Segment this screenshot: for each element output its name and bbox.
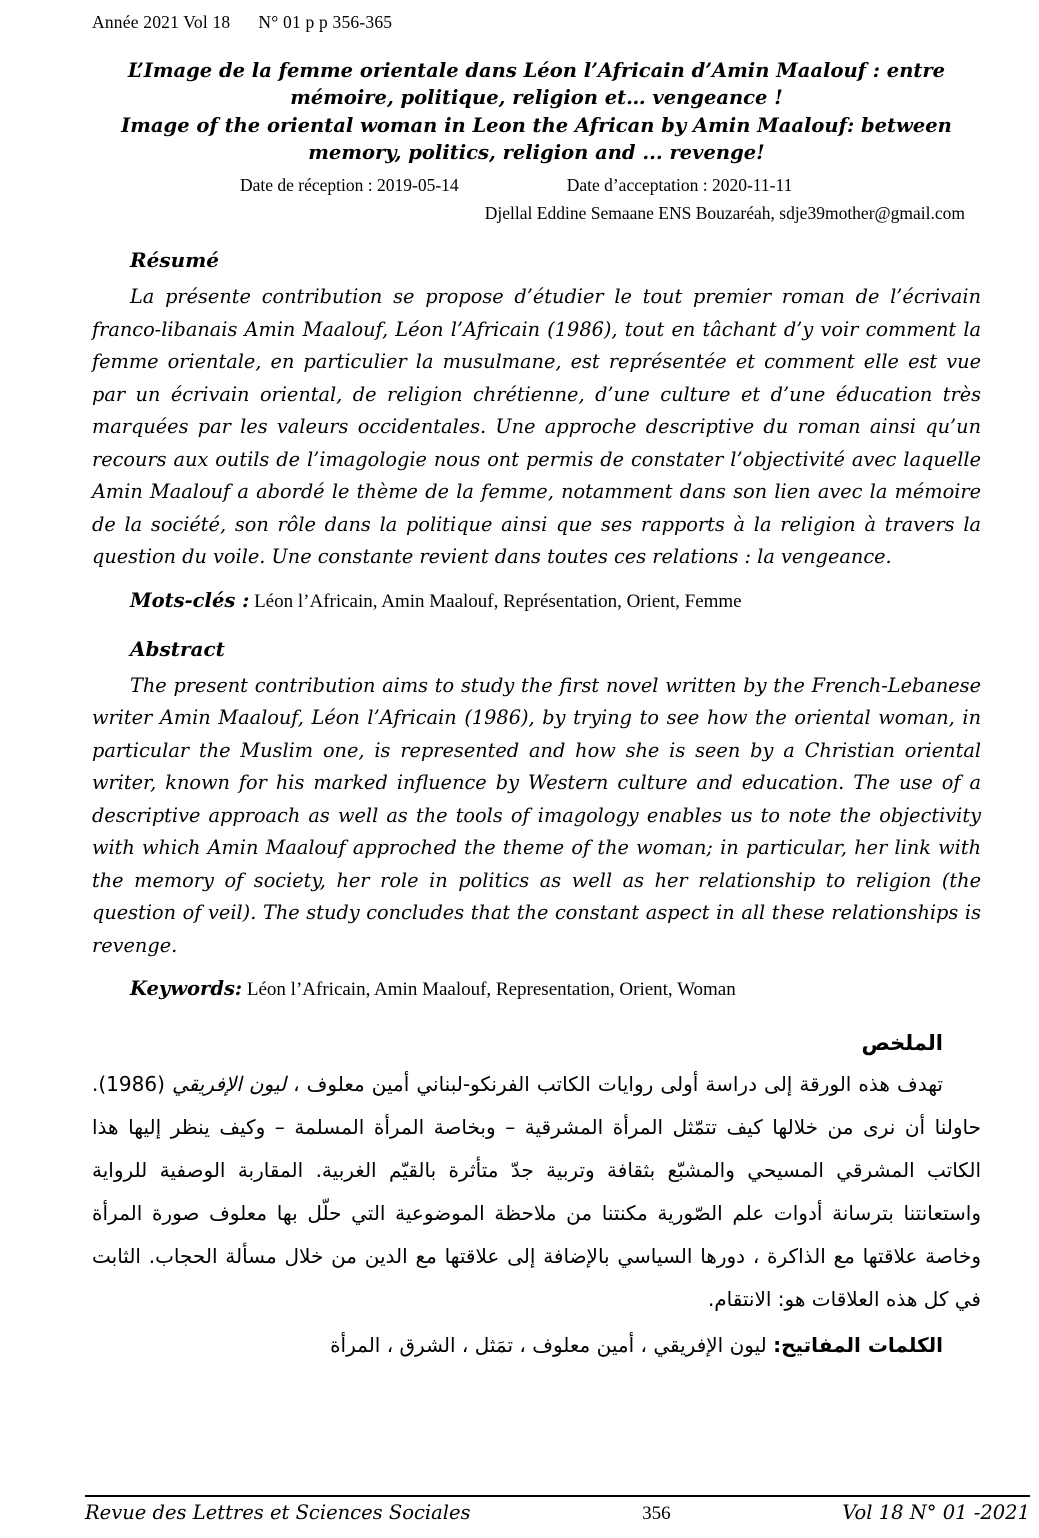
reception-date: Date de réception : 2019-05-14 [240,175,459,195]
arabic-abstract-heading: الملخص [861,1031,943,1055]
journal-issue-pages: N° 01 p p 356-365 [258,12,393,32]
journal-year-volume: Année 2021 Vol 18 [92,12,231,32]
article-title-english: Image of the oriental woman in Leon the African by Amin Maalouf: between memory, politics, religion and ... revenge! [121,114,952,164]
arabic-novel-title: ليون الإفريقي [171,1072,287,1096]
dates-row [92,175,981,196]
keywords-label: Keywords: [130,977,243,1000]
keywords-value: Léon l’Africain, Amin Maalouf, Representation, Orient, Woman [246,979,736,1000]
motscles-value: Léon l’Africain, Amin Maalouf, Représentation, Orient, Femme [254,590,742,612]
resume-heading: Résumé [130,248,220,272]
arabic-section [92,1031,981,1357]
footer-page-number: 356 [642,1503,671,1524]
arabic-keywords-label: الكلمات المفاتيح: [773,1333,943,1357]
arabic-keywords-value: ليون الإفريقي ، أمين معلوف ، تمَثل ، الشرق ، المرأة [330,1333,774,1357]
arabic-keywords-line [92,1333,943,1357]
arabic-abstract-text [92,1063,981,1321]
arabic-text-before: تهدف هذه الورقة إلى دراسة أولى روايات الكاتب الفرنكو-لبناني أمين معلوف ، [286,1072,943,1096]
footer-volume-issue: Vol 18 N° 01 -2021 [842,1501,1030,1524]
motscles-label: Mots-clés : [130,588,250,612]
author-line: Djellal Eddine Semaane ENS Bouzaréah, sdje39mother@gmail.com [484,203,965,223]
article-title-french: L’Image de la femme orientale dans Léon l’Africain d’Amin Maalouf : entre mémoire, politique, religion et… vengeance ! [127,59,946,109]
keywords-line [130,977,981,1001]
abstract-text: The present contribution aims to study the first novel written by the French-Lebanese writer Amin Maalouf, Léon l’Africain (1986), by trying to see how the oriental woman, in particular the Muslim one, is represented and how she is seen by a Christian oriental writer, known for his marked influence by Western culture and education. The use of a descriptive approach as well as the tools of imagology enables us to note the objectivity with which Amin Maalouf approched the theme of the woman; in particular, her link with the memory of society, her role in politics as well as her relationship to religion (the question of veil). The study concludes that the constant aspect in all these relationships is revenge. [92,673,981,957]
arabic-text-after: (1986). حاولنا أن نرى من خلالها كيف تتمّثل المرأة المشرقية – وبخاصة المرأة المسلمة – وكيف ينظر إليها هذا الكاتب المشرقي المسيحي والمشبّع بثقافة وتربية جدّ متأثرة بالقيّم الغربية. المقاربة الوصفية للرواية واستعانتنا بترسانة أدوات علم الصّورية مكنتنا من ملاحظة الموضوعية التي حلّل بها معلوف صورة المرأة وخاصة علاقتها مع الذاكرة ، دورها السياسي بالإضافة إلى علاقتها مع الدين من خلال مسألة الحجاب. الثابت في كل هذه العلاقات هو: الانتقام. [92,1072,981,1311]
abstract-heading: Abstract [130,636,225,661]
page-footer [85,1495,1030,1525]
journal-header [92,12,981,33]
resume-text: La présente contribution se propose d’étudier le tout premier roman de l’écrivain franco-libanais Amin Maalouf, Léon l’Africain (1986), tout en tâchant d’y voir comment la femme orientale, en particulier la musulmane, est représentée et comment elle est vue par un écrivain oriental, de religion chrétienne, d’une culture et d’une éducation très marquées par les valeurs occidentales. Une approche descriptive du roman ainsi qu’un recours aux outils de l’imagologie nous ont permis de constater l’objectivité avec laquelle Amin Maalouf a abordé le thème de la femme, notamment dans son lien avec la mémoire de la société, son rôle dans la politique ainsi que ses rapports à la religion à travers la question du voile. Une constante revient dans toutes ces relations : la vengeance. [92,285,981,568]
acceptation-date: Date d’acceptation : 2020-11-11 [566,175,793,195]
footer-journal-name: Revue des Lettres et Sciences Sociales [85,1501,471,1524]
motscles-line [130,589,981,613]
